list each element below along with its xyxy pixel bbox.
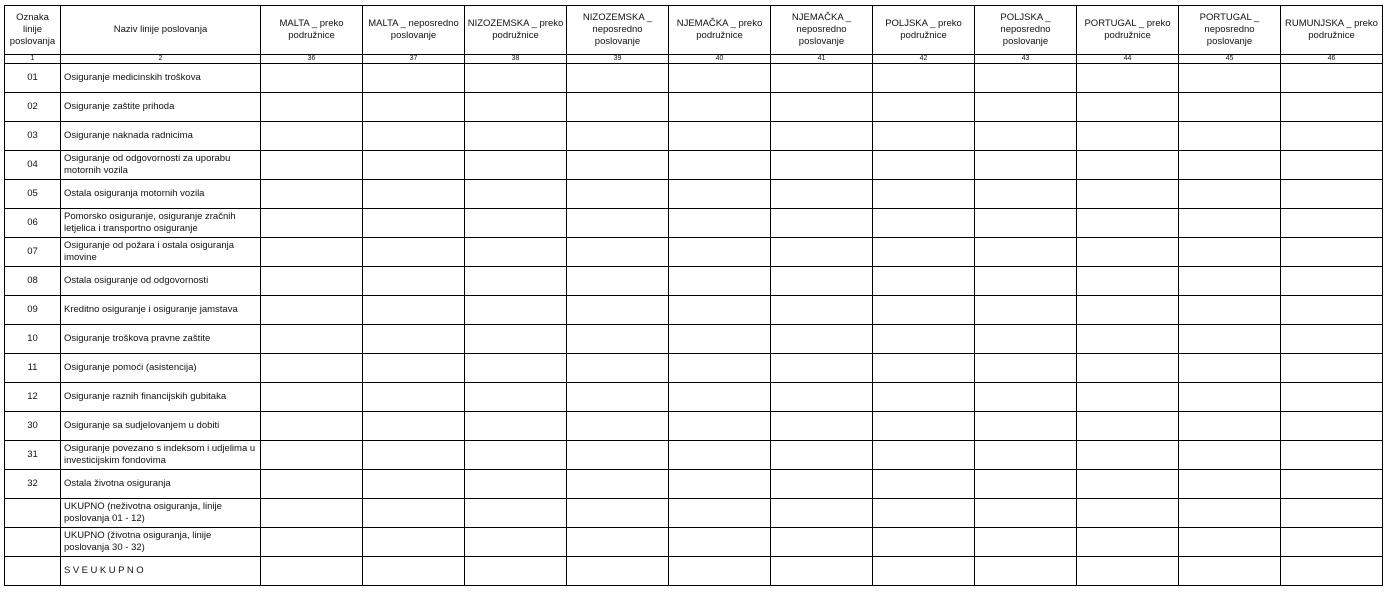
data-cell[interactable] xyxy=(873,325,975,354)
data-cell[interactable] xyxy=(261,209,363,238)
data-cell[interactable] xyxy=(465,354,567,383)
data-cell[interactable] xyxy=(1077,238,1179,267)
row-name: Osiguranje povezano s indeksom i udjelima u investicijskim fondovima xyxy=(61,441,261,470)
data-cell[interactable] xyxy=(261,267,363,296)
data-cell[interactable] xyxy=(465,470,567,499)
row-name: Osiguranje pomoći (asistencija) xyxy=(61,354,261,383)
data-cell[interactable] xyxy=(1179,470,1281,499)
column-number: 44 xyxy=(1077,55,1179,64)
data-cell[interactable] xyxy=(567,122,669,151)
data-cell[interactable] xyxy=(669,267,771,296)
data-cell[interactable] xyxy=(771,354,873,383)
data-cell[interactable] xyxy=(1179,238,1281,267)
data-cell[interactable] xyxy=(873,412,975,441)
data-cell[interactable] xyxy=(975,557,1077,586)
column-number: 46 xyxy=(1281,55,1383,64)
column-number: 2 xyxy=(61,55,261,64)
header-name: Naziv linije poslovanja xyxy=(61,6,261,55)
column-number: 42 xyxy=(873,55,975,64)
data-cell[interactable] xyxy=(363,441,465,470)
data-cell[interactable] xyxy=(669,122,771,151)
data-cell[interactable] xyxy=(465,267,567,296)
row-name: Ostala osiguranje od odgovornosti xyxy=(61,267,261,296)
row-name: Osiguranje raznih financijskih gubitaka xyxy=(61,383,261,412)
data-cell[interactable] xyxy=(567,180,669,209)
data-cell[interactable] xyxy=(1179,325,1281,354)
column-number: 37 xyxy=(363,55,465,64)
data-cell[interactable] xyxy=(873,441,975,470)
data-cell[interactable] xyxy=(567,267,669,296)
data-cell[interactable] xyxy=(465,209,567,238)
data-cell[interactable] xyxy=(567,64,669,93)
data-cell[interactable] xyxy=(1281,325,1383,354)
data-cell[interactable] xyxy=(873,528,975,557)
data-cell[interactable] xyxy=(669,64,771,93)
data-cell[interactable] xyxy=(1179,180,1281,209)
data-cell[interactable] xyxy=(1179,209,1281,238)
data-cell[interactable] xyxy=(669,325,771,354)
data-cell[interactable] xyxy=(975,238,1077,267)
table-row xyxy=(5,441,1383,470)
data-cell[interactable] xyxy=(465,325,567,354)
data-cell[interactable] xyxy=(363,267,465,296)
data-cell[interactable] xyxy=(567,470,669,499)
row-code xyxy=(5,557,61,586)
table-row xyxy=(5,238,1383,267)
column-number-row xyxy=(5,55,1383,64)
data-cell[interactable] xyxy=(1179,354,1281,383)
header-col-46: RUMUNJSKA _ preko podružnice xyxy=(1281,6,1383,55)
data-cell[interactable] xyxy=(1077,470,1179,499)
data-cell[interactable] xyxy=(975,267,1077,296)
data-cell[interactable] xyxy=(669,296,771,325)
data-cell[interactable] xyxy=(567,238,669,267)
data-cell[interactable] xyxy=(567,383,669,412)
data-cell[interactable] xyxy=(1179,64,1281,93)
data-cell[interactable] xyxy=(261,470,363,499)
data-cell[interactable] xyxy=(1179,93,1281,122)
data-cell[interactable] xyxy=(873,557,975,586)
row-code: 01 xyxy=(5,64,61,93)
data-cell[interactable] xyxy=(363,412,465,441)
table-row xyxy=(5,93,1383,122)
data-cell[interactable] xyxy=(261,238,363,267)
header-col-43: POLJSKA _ neposredno poslovanje xyxy=(975,6,1077,55)
data-cell[interactable] xyxy=(363,499,465,528)
table-row xyxy=(5,122,1383,151)
data-cell[interactable] xyxy=(1179,528,1281,557)
header-col-36: MALTA _ preko podružnice xyxy=(261,6,363,55)
data-cell[interactable] xyxy=(567,296,669,325)
table-row xyxy=(5,557,1383,586)
data-cell[interactable] xyxy=(567,441,669,470)
data-cell[interactable] xyxy=(1077,64,1179,93)
data-cell[interactable] xyxy=(1077,296,1179,325)
header-col-41: NJEMAČKA _ neposredno poslovanje xyxy=(771,6,873,55)
column-number: 1 xyxy=(5,55,61,64)
data-cell[interactable] xyxy=(1281,151,1383,180)
data-cell[interactable] xyxy=(1077,354,1179,383)
data-cell[interactable] xyxy=(1077,412,1179,441)
data-cell[interactable] xyxy=(567,151,669,180)
data-cell[interactable] xyxy=(1179,441,1281,470)
data-cell[interactable] xyxy=(669,412,771,441)
data-cell[interactable] xyxy=(873,180,975,209)
row-name: Osiguranje zaštite prihoda xyxy=(61,93,261,122)
data-cell[interactable] xyxy=(669,151,771,180)
data-cell[interactable] xyxy=(1077,151,1179,180)
data-cell[interactable] xyxy=(873,267,975,296)
data-cell[interactable] xyxy=(261,441,363,470)
data-cell[interactable] xyxy=(261,557,363,586)
column-number: 41 xyxy=(771,55,873,64)
row-code: 03 xyxy=(5,122,61,151)
column-number: 45 xyxy=(1179,55,1281,64)
table-row xyxy=(5,412,1383,441)
data-cell[interactable] xyxy=(975,122,1077,151)
data-cell[interactable] xyxy=(669,557,771,586)
row-name: Osiguranje naknada radnicima xyxy=(61,122,261,151)
data-cell[interactable] xyxy=(1077,557,1179,586)
data-cell[interactable] xyxy=(465,557,567,586)
header-col-45: PORTUGAL _ neposredno poslovanje xyxy=(1179,6,1281,55)
data-cell[interactable] xyxy=(873,209,975,238)
data-cell[interactable] xyxy=(771,325,873,354)
data-cell[interactable] xyxy=(1077,383,1179,412)
data-cell[interactable] xyxy=(771,151,873,180)
data-cell[interactable] xyxy=(567,325,669,354)
data-cell[interactable] xyxy=(873,122,975,151)
data-cell[interactable] xyxy=(1077,209,1179,238)
column-number: 40 xyxy=(669,55,771,64)
data-cell[interactable] xyxy=(1281,354,1383,383)
data-cell[interactable] xyxy=(1281,383,1383,412)
data-cell[interactable] xyxy=(261,528,363,557)
data-cell[interactable] xyxy=(567,412,669,441)
data-cell[interactable] xyxy=(465,383,567,412)
data-cell[interactable] xyxy=(1179,296,1281,325)
data-cell[interactable] xyxy=(261,93,363,122)
data-cell[interactable] xyxy=(1281,93,1383,122)
data-cell[interactable] xyxy=(363,325,465,354)
data-cell[interactable] xyxy=(261,180,363,209)
data-cell[interactable] xyxy=(771,499,873,528)
header-col-44: PORTUGAL _ preko podružnice xyxy=(1077,6,1179,55)
row-name: SVEUKUPNO xyxy=(61,557,261,586)
data-cell[interactable] xyxy=(873,93,975,122)
data-cell[interactable] xyxy=(1077,267,1179,296)
column-number: 38 xyxy=(465,55,567,64)
row-name: Osiguranje troškova pravne zaštite xyxy=(61,325,261,354)
data-cell[interactable] xyxy=(363,151,465,180)
data-cell[interactable] xyxy=(873,470,975,499)
data-cell[interactable] xyxy=(261,296,363,325)
data-cell[interactable] xyxy=(465,528,567,557)
data-cell[interactable] xyxy=(465,499,567,528)
table-row xyxy=(5,499,1383,528)
data-cell[interactable] xyxy=(771,441,873,470)
data-cell[interactable] xyxy=(567,499,669,528)
data-cell[interactable] xyxy=(873,499,975,528)
data-cell[interactable] xyxy=(1077,93,1179,122)
table-row xyxy=(5,528,1383,557)
header-col-37: MALTA _ neposredno poslovanje xyxy=(363,6,465,55)
data-cell[interactable] xyxy=(873,151,975,180)
data-cell[interactable] xyxy=(1077,499,1179,528)
data-cell[interactable] xyxy=(465,441,567,470)
data-cell[interactable] xyxy=(1281,296,1383,325)
row-name: Osiguranje medicinskih troškova xyxy=(61,64,261,93)
data-cell[interactable] xyxy=(465,122,567,151)
data-cell[interactable] xyxy=(873,238,975,267)
table-row xyxy=(5,64,1383,93)
row-name: UKUPNO (životna osiguranja, linije poslovanja 30 - 32) xyxy=(61,528,261,557)
data-cell[interactable] xyxy=(1281,209,1383,238)
data-cell[interactable] xyxy=(669,180,771,209)
data-cell[interactable] xyxy=(1281,441,1383,470)
data-cell[interactable] xyxy=(669,528,771,557)
table-row xyxy=(5,470,1383,499)
data-cell[interactable] xyxy=(975,412,1077,441)
data-cell[interactable] xyxy=(873,64,975,93)
data-cell[interactable] xyxy=(261,412,363,441)
row-code: 10 xyxy=(5,325,61,354)
row-code: 12 xyxy=(5,383,61,412)
data-cell[interactable] xyxy=(975,354,1077,383)
data-cell[interactable] xyxy=(771,267,873,296)
data-cell[interactable] xyxy=(1179,151,1281,180)
row-code: 30 xyxy=(5,412,61,441)
data-cell[interactable] xyxy=(669,441,771,470)
row-name: Osiguranje sa sudjelovanjem u dobiti xyxy=(61,412,261,441)
data-cell[interactable] xyxy=(669,354,771,383)
row-name: Osiguranje od odgovornosti za uporabu motornih vozila xyxy=(61,151,261,180)
data-cell[interactable] xyxy=(1281,238,1383,267)
data-cell[interactable] xyxy=(771,383,873,412)
table-row xyxy=(5,354,1383,383)
data-cell[interactable] xyxy=(669,238,771,267)
data-cell[interactable] xyxy=(261,122,363,151)
data-cell[interactable] xyxy=(669,383,771,412)
table-row xyxy=(5,383,1383,412)
data-cell[interactable] xyxy=(975,528,1077,557)
data-cell[interactable] xyxy=(1179,383,1281,412)
data-cell[interactable] xyxy=(363,296,465,325)
row-code xyxy=(5,528,61,557)
data-cell[interactable] xyxy=(1077,441,1179,470)
row-name: UKUPNO (neživotna osiguranja, linije poslovanja 01 - 12) xyxy=(61,499,261,528)
data-cell[interactable] xyxy=(261,151,363,180)
data-cell[interactable] xyxy=(975,499,1077,528)
business-lines-table xyxy=(4,5,1383,586)
data-cell[interactable] xyxy=(1281,180,1383,209)
table-row xyxy=(5,325,1383,354)
data-cell[interactable] xyxy=(567,354,669,383)
data-cell[interactable] xyxy=(975,470,1077,499)
data-cell[interactable] xyxy=(465,151,567,180)
row-code: 06 xyxy=(5,209,61,238)
data-cell[interactable] xyxy=(975,64,1077,93)
data-cell[interactable] xyxy=(1281,528,1383,557)
data-cell[interactable] xyxy=(261,64,363,93)
data-cell[interactable] xyxy=(465,238,567,267)
data-cell[interactable] xyxy=(975,180,1077,209)
data-cell[interactable] xyxy=(363,209,465,238)
data-cell[interactable] xyxy=(771,64,873,93)
header-col-38: NIZOZEMSKA _ preko podružnice xyxy=(465,6,567,55)
data-cell[interactable] xyxy=(363,470,465,499)
table-row xyxy=(5,209,1383,238)
data-cell[interactable] xyxy=(1281,64,1383,93)
column-number: 36 xyxy=(261,55,363,64)
data-cell[interactable] xyxy=(363,238,465,267)
data-cell[interactable] xyxy=(465,180,567,209)
data-cell[interactable] xyxy=(771,557,873,586)
data-cell[interactable] xyxy=(261,499,363,528)
data-cell[interactable] xyxy=(669,499,771,528)
data-cell[interactable] xyxy=(975,441,1077,470)
data-cell[interactable] xyxy=(975,93,1077,122)
data-cell[interactable] xyxy=(363,122,465,151)
data-cell[interactable] xyxy=(975,209,1077,238)
row-name: Ostala osiguranja motornih vozila xyxy=(61,180,261,209)
data-cell[interactable] xyxy=(567,528,669,557)
data-cell[interactable] xyxy=(975,325,1077,354)
data-cell[interactable] xyxy=(1281,412,1383,441)
data-cell[interactable] xyxy=(1077,325,1179,354)
row-code: 07 xyxy=(5,238,61,267)
data-cell[interactable] xyxy=(465,296,567,325)
data-cell[interactable] xyxy=(465,93,567,122)
header-col-40: NJEMAČKA _ preko podružnice xyxy=(669,6,771,55)
data-cell[interactable] xyxy=(1179,267,1281,296)
data-cell[interactable] xyxy=(669,93,771,122)
row-code: 05 xyxy=(5,180,61,209)
row-name: Kreditno osiguranje i osiguranje jamstava xyxy=(61,296,261,325)
data-cell[interactable] xyxy=(1077,122,1179,151)
data-cell[interactable] xyxy=(465,412,567,441)
header-col-42: POLJSKA _ preko podružnice xyxy=(873,6,975,55)
data-cell[interactable] xyxy=(261,325,363,354)
row-code: 11 xyxy=(5,354,61,383)
data-cell[interactable] xyxy=(669,209,771,238)
data-cell[interactable] xyxy=(975,296,1077,325)
table-row xyxy=(5,267,1383,296)
data-cell[interactable] xyxy=(771,470,873,499)
data-cell[interactable] xyxy=(1281,267,1383,296)
data-cell[interactable] xyxy=(771,296,873,325)
data-cell[interactable] xyxy=(567,209,669,238)
row-code: 32 xyxy=(5,470,61,499)
data-cell[interactable] xyxy=(363,64,465,93)
data-cell[interactable] xyxy=(771,122,873,151)
data-cell[interactable] xyxy=(1179,122,1281,151)
row-code xyxy=(5,499,61,528)
data-cell[interactable] xyxy=(771,238,873,267)
data-cell[interactable] xyxy=(771,180,873,209)
data-cell[interactable] xyxy=(1179,412,1281,441)
data-cell[interactable] xyxy=(1179,499,1281,528)
header-row xyxy=(5,6,1383,55)
table-row xyxy=(5,180,1383,209)
row-name: Osiguranje od požara i ostala osiguranja imovine xyxy=(61,238,261,267)
data-cell[interactable] xyxy=(363,180,465,209)
data-cell[interactable] xyxy=(363,557,465,586)
table-row xyxy=(5,151,1383,180)
data-cell[interactable] xyxy=(771,528,873,557)
data-cell[interactable] xyxy=(567,93,669,122)
header-col-39: NIZOZEMSKA _ neposredno poslovanje xyxy=(567,6,669,55)
row-code: 08 xyxy=(5,267,61,296)
data-cell[interactable] xyxy=(1077,180,1179,209)
data-cell[interactable] xyxy=(363,528,465,557)
data-cell[interactable] xyxy=(771,93,873,122)
data-cell[interactable] xyxy=(771,209,873,238)
data-cell[interactable] xyxy=(1281,470,1383,499)
data-cell[interactable] xyxy=(465,64,567,93)
data-cell[interactable] xyxy=(363,93,465,122)
row-name: Ostala životna osiguranja xyxy=(61,470,261,499)
data-cell[interactable] xyxy=(873,383,975,412)
data-cell[interactable] xyxy=(873,296,975,325)
data-cell[interactable] xyxy=(1281,499,1383,528)
row-code: 09 xyxy=(5,296,61,325)
table-row xyxy=(5,296,1383,325)
data-cell[interactable] xyxy=(363,354,465,383)
row-code: 02 xyxy=(5,93,61,122)
data-cell[interactable] xyxy=(975,151,1077,180)
row-name: Pomorsko osiguranje, osiguranje zračnih letjelica i transportno osiguranje xyxy=(61,209,261,238)
data-cell[interactable] xyxy=(1281,122,1383,151)
data-cell[interactable] xyxy=(261,383,363,412)
report-table-container xyxy=(4,5,1383,586)
data-cell[interactable] xyxy=(363,383,465,412)
data-cell[interactable] xyxy=(1179,557,1281,586)
data-cell[interactable] xyxy=(669,470,771,499)
header-code: Oznaka linije poslovanja xyxy=(5,6,61,55)
data-cell[interactable] xyxy=(873,354,975,383)
data-cell[interactable] xyxy=(567,557,669,586)
data-cell[interactable] xyxy=(261,354,363,383)
data-cell[interactable] xyxy=(1077,528,1179,557)
row-code: 04 xyxy=(5,151,61,180)
data-cell[interactable] xyxy=(975,383,1077,412)
column-number: 39 xyxy=(567,55,669,64)
column-number: 43 xyxy=(975,55,1077,64)
data-cell[interactable] xyxy=(771,412,873,441)
data-cell[interactable] xyxy=(1281,557,1383,586)
row-code: 31 xyxy=(5,441,61,470)
